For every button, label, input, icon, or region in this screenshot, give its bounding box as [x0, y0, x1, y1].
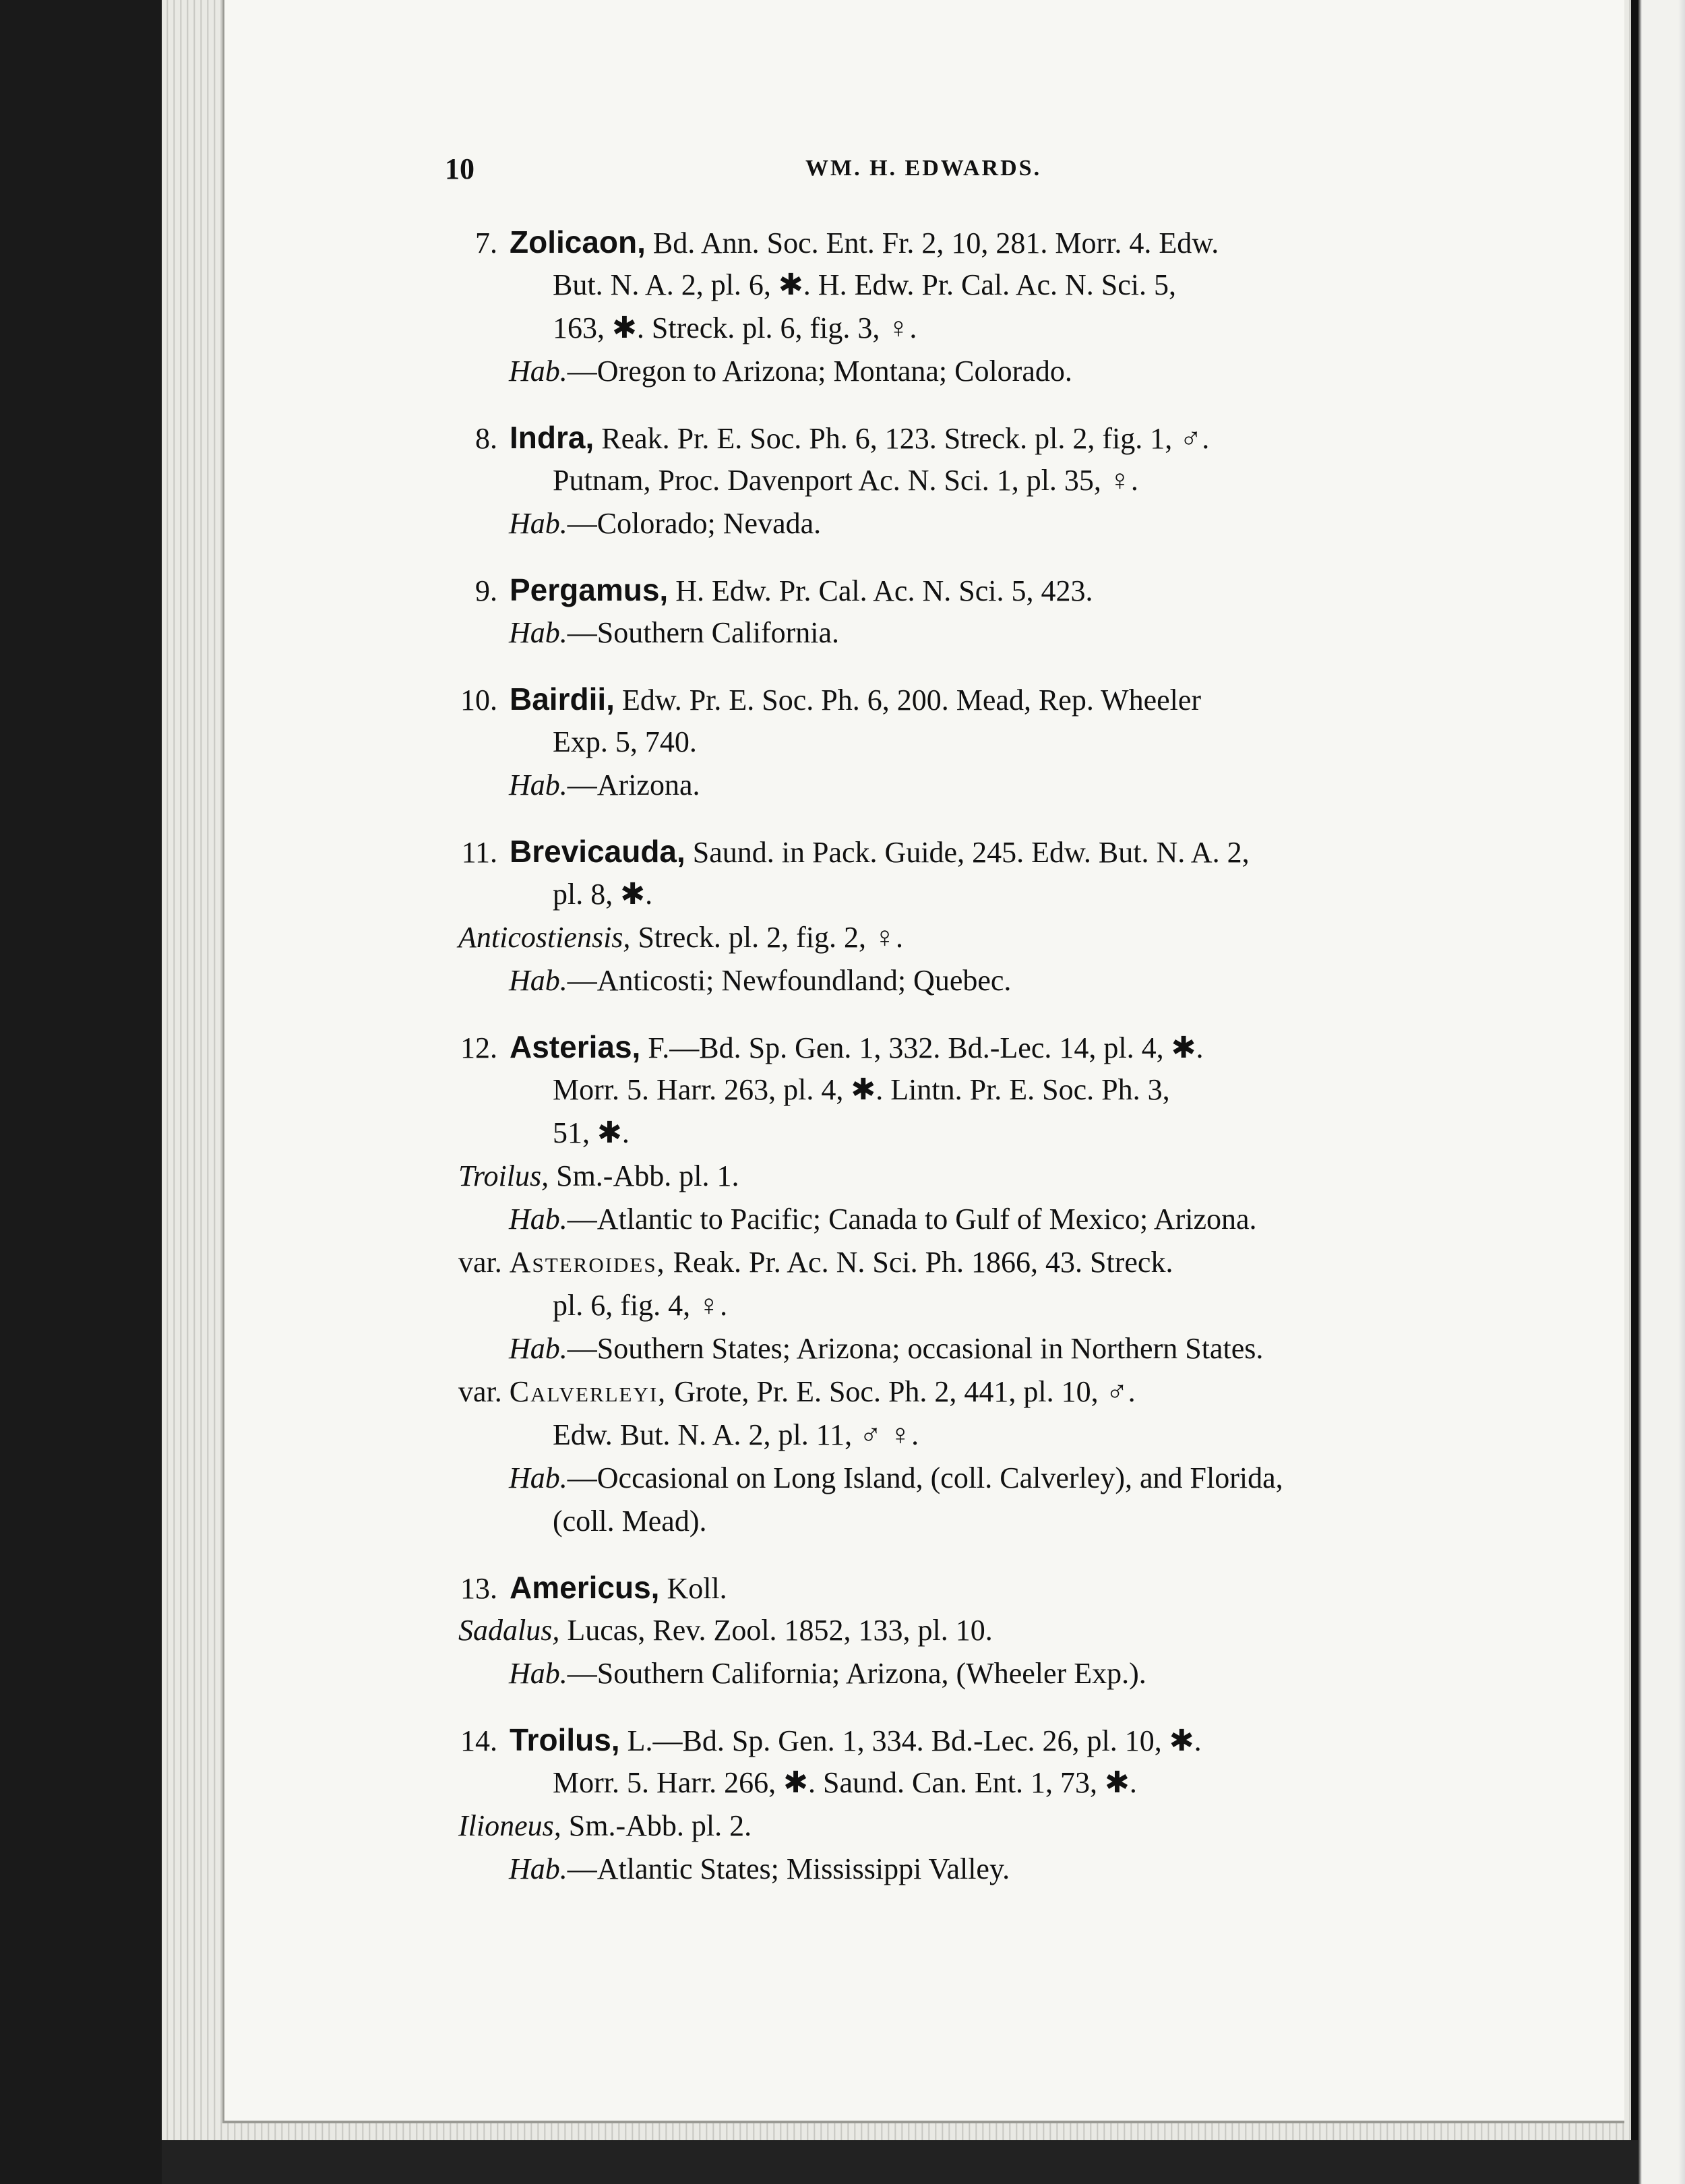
entry-line	[445, 1327, 1395, 1370]
variety-name: Calverleyi,	[509, 1375, 667, 1408]
habitat-label: Hab.	[509, 1332, 568, 1365]
entry-line	[445, 830, 1395, 873]
species-entry	[445, 568, 1395, 655]
reference-text: Streck. pl. 2, fig. 2, ♀.	[630, 921, 903, 954]
entry-line	[445, 350, 1395, 393]
reference-text: Morr. 5. Harr. 266, ✱. Saund. Can. Ent. 1, 73, ✱.	[553, 1766, 1137, 1799]
species-entry	[445, 677, 1395, 807]
reference-text: Lucas, Rev. Zool. 1852, 133, pl. 10.	[559, 1614, 993, 1647]
species-entry	[445, 220, 1395, 393]
entry-line	[445, 1566, 1395, 1609]
entry-number: 11.	[461, 836, 497, 869]
reference-text: —Anticosti; Newfoundland; Quebec.	[567, 964, 1012, 997]
species-name: Indra,	[510, 420, 594, 455]
entry-line	[445, 1241, 1395, 1284]
reference-text: L.—Bd. Sp. Gen. 1, 334. Bd.-Lec. 26, pl. 10, ✱.	[619, 1724, 1202, 1757]
synonym-name: Troilus,	[458, 1159, 549, 1192]
reference-text: (coll. Mead).	[553, 1505, 707, 1538]
reference-text: Sm.-Abb. pl. 1.	[549, 1159, 739, 1192]
scan-bottom-border	[162, 2140, 1638, 2184]
synonym-name: Ilioneus,	[458, 1809, 561, 1842]
entry-number: 9.	[475, 574, 497, 607]
entry-line	[445, 416, 1395, 459]
reference-text: F.—Bd. Sp. Gen. 1, 332. Bd.-Lec. 14, pl. 4, ✱.	[640, 1031, 1204, 1064]
reference-text: Reak. Pr. Ac. N. Sci. Ph. 1866, 43. Streck.	[665, 1246, 1173, 1279]
reference-text: Koll.	[659, 1572, 727, 1605]
species-entry	[445, 1025, 1395, 1543]
entry-line	[445, 1609, 1395, 1652]
reference-text: H. Edw. Pr. Cal. Ac. N. Sci. 5, 423.	[668, 574, 1093, 607]
reference-text: —Southern States; Arizona; occasional in Northern States.	[567, 1332, 1264, 1365]
reference-text: pl. 6, fig. 4, ♀.	[553, 1289, 728, 1322]
entry-number: 8.	[475, 422, 497, 455]
habitat-label: Hab.	[509, 1461, 568, 1494]
reference-text: —Atlantic States; Mississippi Valley.	[567, 1852, 1010, 1885]
entry-line	[445, 916, 1395, 959]
reference-text: —Colorado; Nevada.	[567, 507, 822, 540]
reference-text: Morr. 5. Harr. 263, pl. 4, ✱. Lintn. Pr. E. Soc. Ph. 3,	[553, 1073, 1170, 1106]
entry-line	[445, 873, 1395, 916]
species-name: Bairdii,	[510, 681, 615, 717]
habitat-label: Hab.	[509, 964, 568, 997]
reference-text: Saund. in Pack. Guide, 245. Edw. But. N. A. 2,	[685, 836, 1250, 869]
entry-line	[445, 1457, 1395, 1500]
entry-line	[445, 764, 1395, 807]
species-entry	[445, 1566, 1395, 1695]
species-name: Asterias,	[510, 1029, 641, 1064]
habitat-label: Hab.	[509, 616, 568, 649]
entry-number: 10.	[460, 684, 497, 717]
reference-text: Exp. 5, 740.	[553, 725, 697, 758]
reference-text: Sm.-Abb. pl. 2.	[561, 1809, 752, 1842]
running-head	[445, 152, 1395, 199]
entry-line	[445, 1761, 1395, 1804]
reference-text: pl. 8, ✱.	[553, 878, 653, 911]
entry-line	[445, 307, 1395, 350]
reference-text: Edw. But. N. A. 2, pl. 11, ♂ ♀.	[553, 1418, 919, 1451]
entry-line	[445, 1198, 1395, 1241]
reference-text: —Arizona.	[567, 768, 700, 801]
entry-line	[445, 1500, 1395, 1543]
reference-text: —Southern California; Arizona, (Wheeler Exp.).	[567, 1657, 1146, 1690]
entry-number: 12.	[460, 1031, 497, 1064]
reference-text: Bd. Ann. Soc. Ent. Fr. 2, 10, 281. Morr. 4. Edw.	[645, 226, 1219, 260]
entry-number: 13.	[460, 1572, 497, 1605]
reference-text: 163, ✱. Streck. pl. 6, fig. 3, ♀.	[553, 311, 917, 344]
reference-text: 51, ✱.	[553, 1116, 630, 1149]
species-entry	[445, 830, 1395, 1002]
entry-line	[445, 677, 1395, 721]
habitat-label: Hab.	[509, 355, 568, 388]
entry-line	[445, 459, 1395, 502]
entry-line	[445, 1804, 1395, 1848]
entry-line	[445, 264, 1395, 307]
entry-line	[445, 959, 1395, 1002]
habitat-label: Hab.	[509, 768, 568, 801]
reference-text: Grote, Pr. E. Soc. Ph. 2, 441, pl. 10, ♂.	[667, 1375, 1136, 1408]
entry-line	[445, 1155, 1395, 1198]
reference-text: —Occasional on Long Island, (coll. Calverley), and Florida,	[567, 1461, 1283, 1494]
habitat-label: Hab.	[509, 1852, 568, 1885]
entry-line	[445, 1652, 1395, 1695]
species-entry	[445, 416, 1395, 545]
reference-text: —Oregon to Arizona; Montana; Colorado.	[567, 355, 1072, 388]
entry-line	[445, 1718, 1395, 1761]
entry-line	[445, 568, 1395, 611]
reference-text: Edw. Pr. E. Soc. Ph. 6, 200. Mead, Rep. Wheeler	[614, 684, 1202, 717]
species-entry	[445, 1718, 1395, 1891]
entry-line	[445, 1068, 1395, 1112]
species-name: Pergamus,	[510, 572, 669, 607]
species-name: Troilus,	[510, 1722, 620, 1757]
entry-line	[445, 1414, 1395, 1457]
entry-line	[445, 1284, 1395, 1327]
entry-number: 14.	[460, 1724, 497, 1757]
reference-text: Reak. Pr. E. Soc. Ph. 6, 123. Streck. pl. 2, fig. 1, ♂.	[594, 422, 1210, 455]
variety-prefix: var.	[458, 1246, 510, 1279]
entry-line	[445, 502, 1395, 545]
habitat-label: Hab.	[509, 507, 568, 540]
reference-text: But. N. A. 2, pl. 6, ✱. H. Edw. Pr. Cal. Ac. N. Sci. 5,	[553, 268, 1177, 301]
adjacent-page-edge	[1631, 0, 1685, 2184]
habitat-label: Hab.	[509, 1203, 568, 1236]
reference-text: —Atlantic to Pacific; Canada to Gulf of Mexico; Arizona.	[567, 1203, 1257, 1236]
entry-number: 7.	[475, 226, 497, 260]
entry-line	[445, 1112, 1395, 1155]
variety-prefix: var.	[458, 1375, 510, 1408]
entry-line	[445, 220, 1395, 264]
header-title: WM. H. EDWARDS.	[805, 156, 1042, 181]
entry-line	[445, 1848, 1395, 1891]
species-name: Brevicauda,	[510, 834, 685, 869]
entry-line	[445, 611, 1395, 655]
species-name: Zolicaon,	[510, 224, 646, 260]
species-name: Americus,	[510, 1570, 660, 1605]
variety-name: Asteroides,	[509, 1246, 666, 1279]
entry-line	[445, 1370, 1395, 1414]
habitat-label: Hab.	[509, 1657, 568, 1690]
entry-line	[445, 721, 1395, 764]
reference-text: Putnam, Proc. Davenport Ac. N. Sci. 1, pl. 35, ♀.	[553, 464, 1138, 497]
reference-text: —Southern California.	[567, 616, 840, 649]
species-list	[445, 220, 1395, 1914]
entry-line	[445, 1025, 1395, 1068]
synonym-name: Sadalus,	[458, 1614, 560, 1647]
page-number: 10	[445, 152, 474, 185]
synonym-name: Anticostiensis,	[458, 921, 631, 954]
